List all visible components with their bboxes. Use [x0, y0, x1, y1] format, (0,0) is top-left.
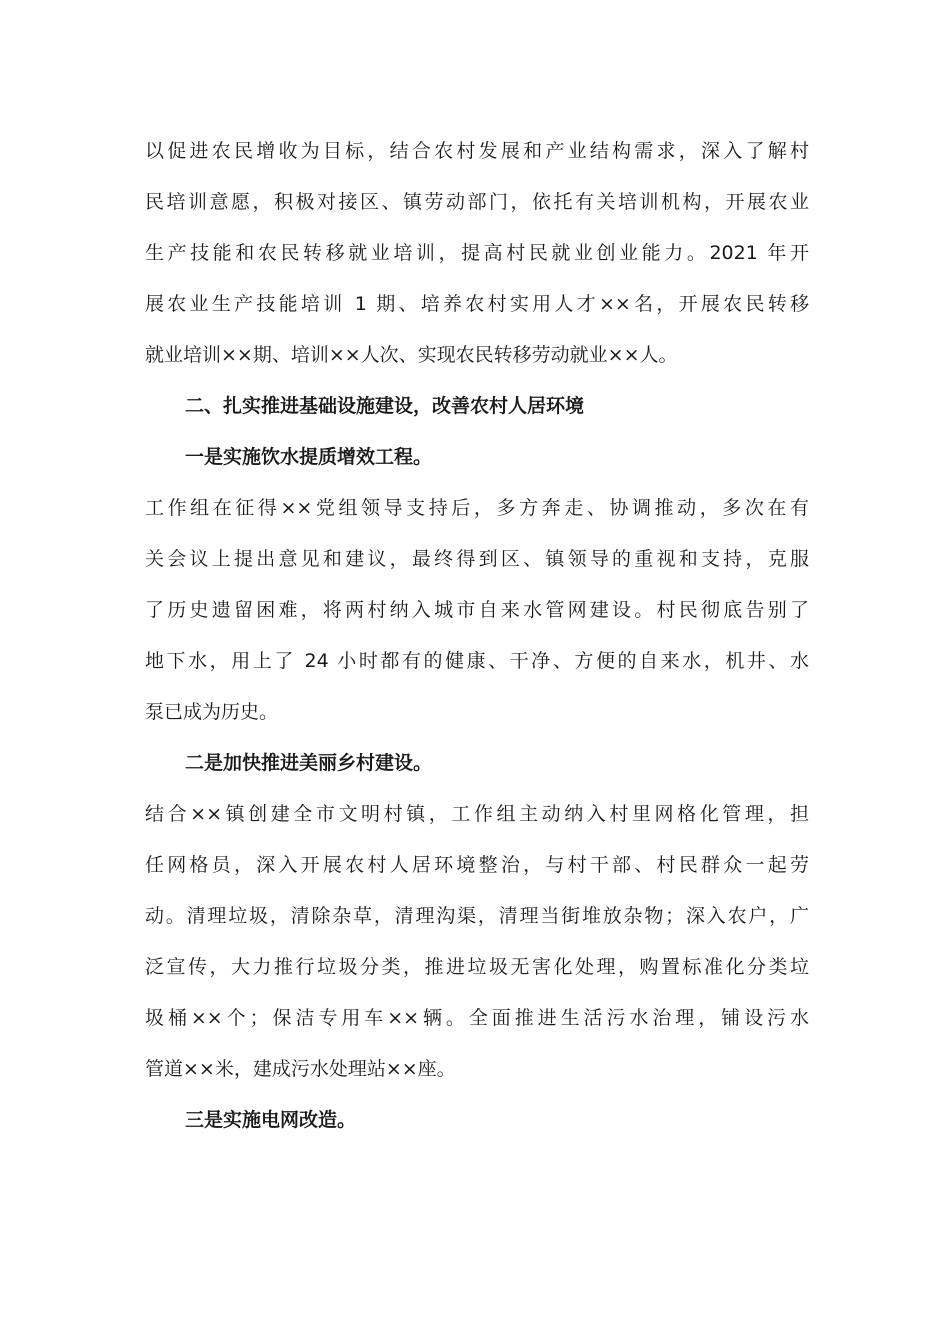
- text-line: 结合××镇创建全市文明村镇，工作组主动纳入村里网格化管理，担: [145, 803, 809, 825]
- paragraph-beautiful-village: [145, 795, 809, 1088]
- paragraph-training: [145, 132, 809, 374]
- text-line: 圾桶××个；保洁专用车××辆。全面推进生活污水治理，铺设污水: [145, 1007, 809, 1029]
- text-line: 工作组在征得××党组领导支持后，多方奔走、协调推动，多次在有: [145, 497, 809, 519]
- text-line: 以促进农民增收为目标，结合农村发展和产业结构需求，深入了解村: [145, 140, 809, 162]
- text-line: 了历史遗留困难，将两村纳入城市自来水管网建设。村民彻底告别了: [145, 599, 809, 621]
- document-body: [145, 132, 809, 1152]
- subheading-drinking-water: 一是实施饮水提质增效工程。: [185, 446, 433, 468]
- text-line: 泵已成为历史。: [145, 701, 279, 723]
- text-line: 管道××米，建成污水处理站××座。: [145, 1058, 456, 1080]
- text-line: 任网格员，深入开展农村人居环境整治，与村干部、村民群众一起劳: [145, 854, 809, 876]
- text-line: 地下水，用上了 24 小时都有的健康、干净、方便的自来水，机井、水: [145, 650, 809, 672]
- text-line: 泛宣传，大力推行垃圾分类，推进垃圾无害化处理，购置标准化分类垃: [145, 956, 809, 978]
- text-line: 展农业生产技能培训 1 期、培养农村实用人才××名，开展农民转移: [145, 293, 809, 315]
- text-line: 民培训意愿，积极对接区、镇劳动部门，依托有关培训机构，开展农业: [145, 191, 809, 213]
- text-line: 动。清理垃圾，清除杂草，清理沟渠，清理当街堆放杂物；深入农户，广: [145, 905, 809, 927]
- subheading-beautiful-village: 二是加快推进美丽乡村建设。: [185, 752, 433, 774]
- paragraph-drinking-water: [145, 489, 809, 731]
- text-line: 就业培训××期、培训××人次、实现农民转移劳动就业××人。: [145, 344, 678, 366]
- section-heading-infrastructure: 二、扎实推进基础设施建设，改善农村人居环境: [185, 395, 585, 417]
- subheading-power-grid: 三是实施电网改造。: [185, 1109, 357, 1131]
- text-line: 生产技能和农民转移就业培训，提高村民就业创业能力。2021 年开: [145, 242, 809, 264]
- text-line: 关会议上提出意见和建议，最终得到区、镇领导的重视和支持，克服: [145, 548, 809, 570]
